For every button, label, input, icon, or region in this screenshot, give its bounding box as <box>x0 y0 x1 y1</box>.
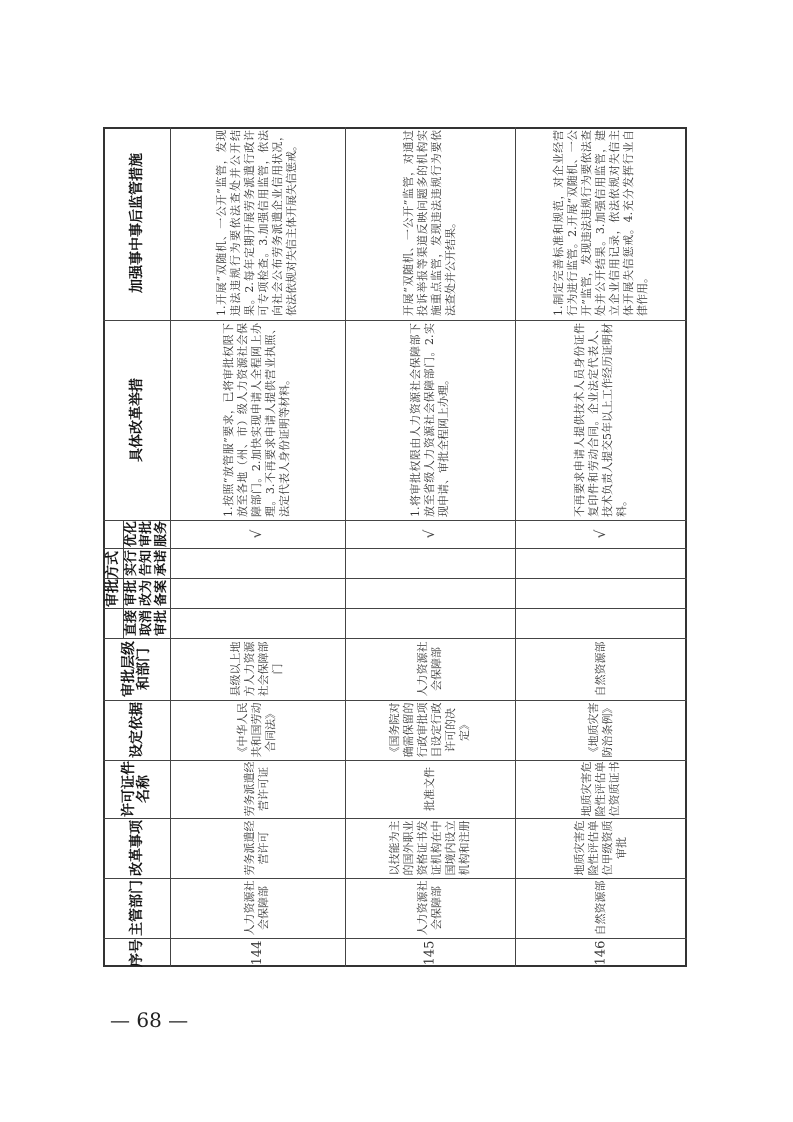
header-method-optimize: 优化审批服务 <box>123 521 169 548</box>
row-144-item: 劳务派遣经营许可 <box>243 820 270 876</box>
row-144-license: 劳务派遣经营许可证 <box>243 761 270 817</box>
grid-line <box>515 127 516 967</box>
row-144-optimize-check: √ <box>249 529 265 539</box>
row-145-measures: 1.将审批权限由人力资源社会保障部下放至省级人力资源社会保障部门。2.实现申请、审批全程网上办理。 <box>409 323 450 517</box>
row-145-seq: 145 <box>422 940 438 966</box>
header-dept: 主管部门 <box>128 880 145 936</box>
row-144-basis: 《中华人民共和国劳动合同法》 <box>236 702 277 758</box>
header-item: 改革事项 <box>128 820 145 876</box>
grid-line <box>345 127 346 967</box>
row-146-license: 地质灾害危险性评估单位资质证书 <box>580 761 621 817</box>
row-145-basis: 《国务院对确需保留的行政审批项目设定行政许可的决定》 <box>388 702 471 758</box>
grid-line <box>103 608 687 609</box>
grid-line <box>103 320 687 321</box>
header-level: 审批层级和部门 <box>121 641 152 697</box>
row-144-supervision: 1.开展“双随机、一公开”监管，发现违法违规行为要依法查处并公开结果。2.每年定期开展劳务派遣行政许可专项检查。3.加强信用监管，依法向社会公布劳务派遣企业信用状况，依法依规对失信主体开展失信惩戒。 <box>215 130 298 316</box>
row-145-license: 批准文件 <box>423 767 436 811</box>
header-method-cancel: 直接取消审批 <box>123 610 169 637</box>
grid-line <box>103 548 687 549</box>
header-basis: 设定依据 <box>128 702 145 758</box>
grid-line <box>103 578 687 579</box>
row-144-seq: 144 <box>249 940 265 966</box>
grid-line <box>170 127 171 967</box>
row-146-item: 地质灾害危险性评估单位甲级资质审批 <box>573 820 628 876</box>
header-license: 许可证件名称 <box>121 761 152 817</box>
row-146-optimize-check: √ <box>593 529 609 539</box>
header-supervision: 加强事中事后监管措施 <box>128 153 145 293</box>
header-method-notify: 实行告知承诺 <box>123 550 169 577</box>
row-146-supervision: 1.制定完善标准和规范，对企业经营行为进行监管。2.开展“双随机、一公开”监管，发现违法违规行为要依法查处并公开结果。3.加强信用监管，建立企业信用记录，依法依规对失信主体开展失信惩戒。4.充分发挥行业自律作用。 <box>552 130 649 316</box>
row-145-level: 人力资源社会保障部 <box>416 641 443 697</box>
grid-line <box>103 818 687 819</box>
row-145-item: 以技能为主的国外职业资格证书发证机构在中国境内设立机构和注册 <box>388 820 471 876</box>
row-145-supervision: 开展“双随机、一公开”监管，对通过投诉举报等渠道反映问题多的机构实施重点监管，发现违法违规行为要依法查处并公开结果。 <box>402 130 457 316</box>
row-146-dept: 自然资源部 <box>594 880 607 936</box>
page-number: — 68 — <box>110 1008 189 1032</box>
row-146-measures: 不再要求申请人提供技术人员身份证件复印件和劳动合同。企业法定代表人、技术负责人提交5年以上工作经历证明材料。 <box>573 323 628 517</box>
header-method: 审批方式 <box>104 551 121 607</box>
row-146-seq: 146 <box>593 940 609 966</box>
header-seq: 序号 <box>128 939 145 967</box>
row-144-measures: 1.按照“放管服”要求，已将审批权限下放至各地（州、市）级人力资源社会保障部门。2.加快实现申请人全程网上办理。3.不再要求申请人提供营业执照、法定代表人身份证明等材料。 <box>222 323 291 517</box>
grid-line <box>103 878 687 879</box>
header-method-filing: 审批改为备案 <box>123 580 169 607</box>
row-144-level: 县级以上地方人力资源社会保障部门 <box>229 641 284 697</box>
row-145-optimize-check: √ <box>422 529 438 539</box>
row-146-level: 自然资源部 <box>594 641 607 697</box>
row-146-basis: 《地质灾害防治条例》 <box>587 702 614 758</box>
row-144-dept: 人力资源社会保障部 <box>243 880 270 936</box>
row-145-dept: 人力资源社会保障部 <box>416 880 443 936</box>
header-measures: 具体改革举措 <box>128 378 145 462</box>
